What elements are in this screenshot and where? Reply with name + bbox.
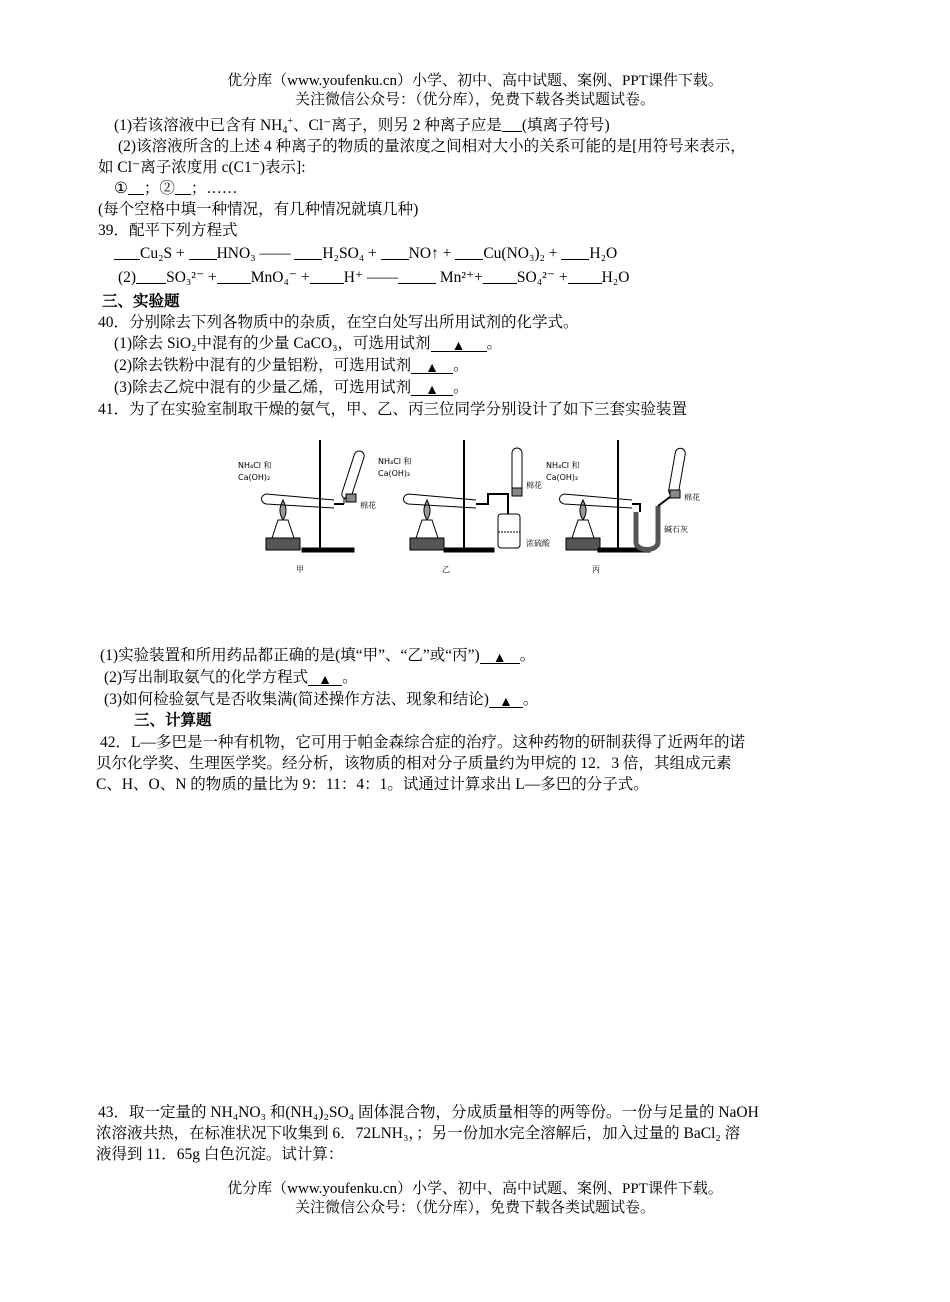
answer-triangle-mark: ▲ xyxy=(425,361,439,376)
label-cotton-yi: 棉花 xyxy=(526,481,542,490)
q38-part2-line4: (每个空格中填一种情况，有几种情况就填几种) xyxy=(98,201,419,218)
delivery-tube-bing xyxy=(632,504,640,512)
label-acid-yi: 浓硫酸 xyxy=(526,539,550,548)
cotton-plug-bing xyxy=(670,490,680,498)
q38-answer-blank-1[interactable] xyxy=(502,116,522,132)
q40-item-2-text: (2)除去铁粉中混有的少量铝粉，可选用试剂 xyxy=(114,357,412,374)
q39-eq2-label: (2) xyxy=(118,269,137,286)
q38-answer-blank-3[interactable] xyxy=(175,179,191,195)
q41-answer-blank-3[interactable] xyxy=(489,692,523,708)
q41-item-3-end: 。 xyxy=(522,691,539,708)
q40-title: 40．分别除去下列各物质中的杂质，在空白处写出所用试剂的化学式。 xyxy=(98,314,579,331)
q38-part1-text-d: 种离子应是 xyxy=(424,117,502,134)
label-apparatus-yi: 乙 xyxy=(442,565,450,574)
test-tube-bing xyxy=(560,494,633,508)
q42-line-2: 贝尔化学奖、生理医学奖。经分析，该物质的相对分子质量约为甲烷的 12．3 倍，其组成元素 xyxy=(96,755,732,772)
q39-eq1-hno3: HNO₃ —— xyxy=(216,245,295,262)
delivery-tube-yi xyxy=(476,494,508,514)
q40-item-3-text: (3)除去乙烷中混有的少量乙烯，可选用试剂 xyxy=(114,379,412,396)
q39-eq1-blank-5[interactable] xyxy=(455,244,483,260)
answer-triangle-mark: ▲ xyxy=(498,695,513,710)
stand-base-yi xyxy=(444,548,494,552)
q43-line-2: 浓溶液共热，在标准状况下收集到 6．72LNH₃，；另一份加水完全溶解后，加入过量的 BaCl₂ 溶 xyxy=(96,1125,741,1142)
q38-part1: (1)若该溶液中已含有 $NH_4^+$、Cl⁻离子，则另 2 种离子应是 (填离子符号) xyxy=(114,116,610,136)
q41-item-1-text: (1)实验装置和所用药品都正确的是(填“甲”、“乙”或“丙”) xyxy=(100,647,480,664)
burner-yi xyxy=(416,520,438,538)
q38-part2-line1: (2)该溶液所含的上述 4 种离子的物质的量浓度之间相对大小的关系可能的是[用符号来表示， xyxy=(118,138,746,155)
q41-item-2-end: 。 xyxy=(342,669,358,686)
test-tube-jia xyxy=(262,494,335,508)
q40-item-3-end: 。 xyxy=(453,379,469,396)
header-line-1: 优分库（www.youfenku.cn）小学、初中、高中试题、案例、PPT课件下载。 xyxy=(227,73,723,89)
burner-base-jia xyxy=(266,538,300,550)
section-experiment-title: 三、实验题 xyxy=(102,293,180,310)
q40-answer-blank-3[interactable] xyxy=(411,380,453,396)
burner-base-bing xyxy=(566,538,600,550)
q39-eq1-blank-1[interactable] xyxy=(114,244,140,260)
q40-item-1-end: 。 xyxy=(486,335,503,352)
q39-eq1-no: NO↑ + xyxy=(408,245,456,262)
q39-eq1-h2so4: H₂SO₄ + xyxy=(322,245,381,262)
q41-title: 41．为了在实验室制取干燥的氨气，甲、乙、丙三位同学分别设计了如下三套实验装置 xyxy=(98,401,688,418)
stand-base-jia xyxy=(302,548,354,552)
q39-eq2-blank-4[interactable] xyxy=(398,268,436,284)
label-reagent-yi-1: NH₄Cl 和 xyxy=(378,457,412,466)
burner-jia xyxy=(272,520,294,538)
q39-eq2-blank-3[interactable] xyxy=(310,268,344,284)
header-line-2: 关注微信公众号：（优分库），免费下载各类试题试卷。 xyxy=(294,92,655,108)
q41-item-2-text: (2)写出制取氨气的化学方程式 xyxy=(104,669,309,686)
q40-item-3 xyxy=(114,378,469,398)
test-tube-yi xyxy=(404,494,477,508)
q39-eq2-so4: SO₄²⁻ + xyxy=(516,269,568,286)
footer-line-2: 关注微信公众号：（优分库），免费下载各类试题试卷。 xyxy=(294,1200,655,1216)
q38-part2-line3 xyxy=(114,179,237,199)
q38-circle-2: ；② xyxy=(143,180,175,197)
q42-line-1: 42．L—多巴是一种有机物，它可用于帕金森综合症的治疗。这种药物的研制获得了近两年的诺 xyxy=(100,734,745,751)
q41-item-3-text: (3)如何检验氨气是否收集满(简述操作方法、现象和结论) xyxy=(104,691,489,708)
q38-part1-text-a: (1)若该溶液中已含有 xyxy=(114,117,257,134)
q39-eq2-h: H⁺ —— xyxy=(343,269,398,286)
q39-eq2-blank-5[interactable] xyxy=(483,268,517,284)
flame-yi xyxy=(424,500,430,520)
q39-eq2-mn: Mn²⁺+ xyxy=(439,269,483,286)
q39-equation-2 xyxy=(118,268,629,288)
q38-part2-line2: 如 Cl⁻离子浓度用 c(C1⁻)表示]: xyxy=(98,159,306,176)
q41-item-3 xyxy=(104,690,538,710)
q42-line-3: C、H、O、N 的物质的量比为 9：11：4：1。试通过计算求出 L—多巴的分子式。 xyxy=(96,776,649,793)
q40-item-2-end: 。 xyxy=(453,357,469,374)
q41-item-1-end: 。 xyxy=(519,647,536,664)
q39-eq2-blank-6[interactable] xyxy=(568,268,602,284)
q38-ellipsis: ；…… xyxy=(190,180,238,197)
answer-triangle-mark: ▲ xyxy=(451,339,466,354)
q39-eq1-h2o: H₂O xyxy=(589,245,618,262)
q39-eq2-blank-1[interactable] xyxy=(136,268,166,284)
wash-bottle-yi xyxy=(498,514,520,548)
q41-answer-blank-1[interactable] xyxy=(480,648,520,664)
q39-eq1-cuno3: Cu(NO₃)₂ + xyxy=(483,245,562,262)
q39-eq2-so3: SO₃²⁻ + xyxy=(166,269,217,286)
flame-bing xyxy=(580,500,586,520)
q38-part1-count: 2 xyxy=(412,117,421,134)
q39-eq1-blank-6[interactable] xyxy=(561,244,589,260)
q43-line-1: 43．取一定量的 NH₄NO₃ 和(NH₄)₂SO₄ 固体混合物，分成质量相等的两等份。一份与足量的 NaOH xyxy=(98,1104,759,1121)
q40-item-1 xyxy=(114,334,502,354)
apparatus-yi xyxy=(404,440,523,552)
label-cotton-jia: 棉花 xyxy=(360,501,376,510)
answer-triangle-mark: ▲ xyxy=(318,673,332,688)
q39-title: 39．配平下列方程式 xyxy=(98,222,238,239)
collecting-tube-bing xyxy=(668,447,686,496)
q41-item-1 xyxy=(100,646,535,666)
q39-equation-1 xyxy=(114,244,617,264)
label-reagent-bing-1: NH₄Cl 和 xyxy=(546,461,580,470)
apparatus-figure xyxy=(236,428,706,578)
q39-eq2-blank-2[interactable] xyxy=(217,268,251,284)
label-reagent-bing-2: Ca(OH)₂ xyxy=(546,473,579,482)
collecting-tube-jia xyxy=(341,450,366,501)
label-reagent-yi-2: Ca(OH)₂ xyxy=(378,469,411,478)
q40-item-1-text: (1)除去 SiO₂中混有的少量 CaCO₃，可选用试剂 xyxy=(114,335,431,352)
cotton-plug-jia xyxy=(346,494,356,502)
u-tube-bing xyxy=(636,506,658,550)
q40-answer-blank-2[interactable] xyxy=(411,358,453,374)
q39-eq1-blank-4[interactable] xyxy=(381,244,409,260)
answer-triangle-mark: ▲ xyxy=(492,651,507,666)
label-reagent-jia-2: Ca(OH)₂ xyxy=(238,473,271,482)
burner-base-yi xyxy=(410,538,444,550)
label-reagent-jia-1: NH₄Cl 和 xyxy=(238,461,272,470)
flame-jia xyxy=(280,500,286,520)
section-calculation-title: 三、计算题 xyxy=(134,712,212,729)
label-cotton-bing: 棉花 xyxy=(684,493,700,502)
q39-eq1-blank-2[interactable] xyxy=(189,244,217,260)
burner-bing xyxy=(572,520,594,538)
q39-eq1-blank-3[interactable] xyxy=(294,244,322,260)
q39-eq1-cu2s: Cu₂S + xyxy=(140,245,189,262)
label-lime-bing: 碱石灰 xyxy=(664,525,688,534)
q40-answer-blank-1[interactable] xyxy=(431,336,487,352)
q38-part1-text-b: 、Cl⁻离子，则另 xyxy=(292,117,409,134)
label-apparatus-jia: 甲 xyxy=(296,565,304,574)
q39-eq2-mno4: MnO₄⁻ + xyxy=(250,269,310,286)
q43-line-3: 液得到 11．65g 白色沉淀。试计算： xyxy=(96,1146,344,1163)
q38-answer-blank-2[interactable] xyxy=(128,179,144,195)
q41-answer-blank-2[interactable] xyxy=(308,670,342,686)
answer-triangle-mark: ▲ xyxy=(425,383,439,398)
apparatus-jia xyxy=(262,440,366,552)
q38-circle-1: ① xyxy=(114,180,128,197)
q38-part1-text-e: (填离子符号) xyxy=(521,117,610,134)
cotton-plug-yi xyxy=(512,488,522,496)
apparatus-bing xyxy=(560,440,687,552)
footer-line-1: 优分库（www.youfenku.cn）小学、初中、高中试题、案例、PPT课件下载。 xyxy=(227,1181,723,1197)
label-apparatus-bing: 丙 xyxy=(592,565,600,574)
q39-eq2-h2o: H₂O xyxy=(601,269,630,286)
q40-item-2 xyxy=(114,356,469,376)
q41-item-2 xyxy=(104,668,358,688)
